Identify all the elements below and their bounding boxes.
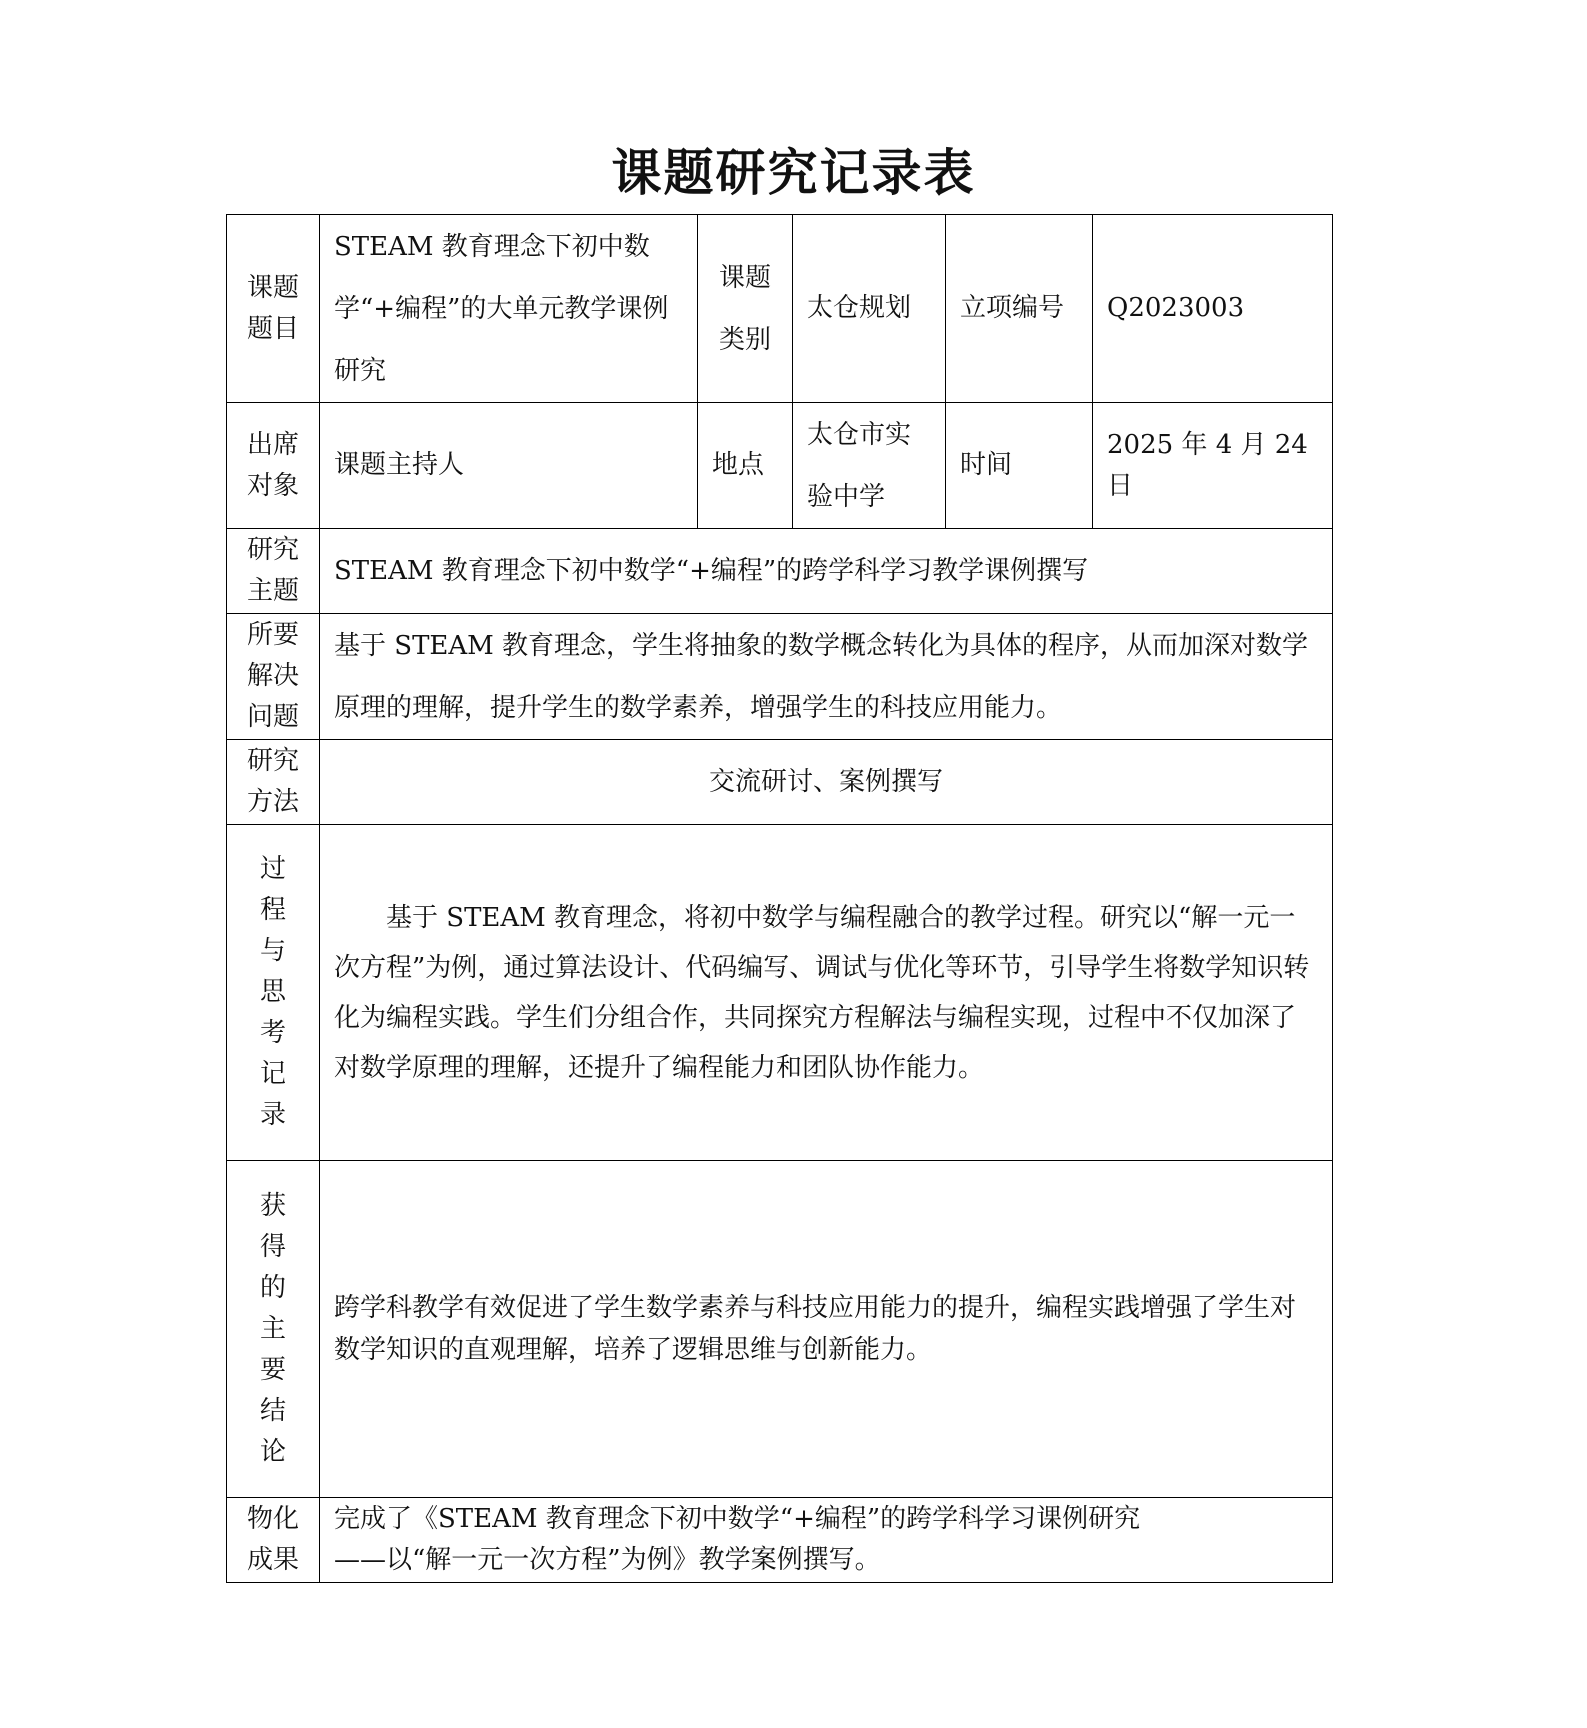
table-row-attendance: [227, 403, 1333, 529]
category-value: 太仓规划: [807, 293, 912, 323]
process-label-cell: [227, 825, 320, 1161]
topic-label-cell: [227, 215, 320, 403]
topic-value-cell: [320, 215, 698, 403]
outcome-value-line2: ——以“解一元一次方程”为例》教学案例撰写。: [334, 1545, 881, 1575]
location-value-cell: [793, 403, 946, 529]
table-row-method: [227, 740, 1333, 825]
conclusion-label-cell: [227, 1161, 320, 1498]
conclusion-value: 跨学科教学有效促进了学生数学素养与科技应用能力的提升，编程实践增强了学生对数学知识的直观理解，培养了逻辑思维与创新能力。: [334, 1293, 1297, 1365]
table-row-outcome: [227, 1498, 1333, 1583]
conclusion-label: 获得的主要结论: [259, 1190, 286, 1467]
problem-label-cell: [227, 614, 320, 740]
location-label: 地点: [712, 450, 765, 480]
table-row-research-theme: [227, 529, 1333, 614]
table-row-problem: [227, 614, 1333, 740]
process-value: 基于 STEAM 教育理念，将初中数学与编程融合的教学过程。研究以“解一元一次方程”为例，通过算法设计、代码编写、调试与优化等环节，引导学生将数学知识转化为编程实践。学生们分组合作，共同探究方程解法与编程实现，过程中不仅加深了对数学原理的理解，还提升了编程能力和团队协作能力。: [334, 902, 1310, 1083]
topic-label: 课题题目: [246, 272, 299, 344]
attendee-value-cell: [320, 403, 698, 529]
method-label: 研究方法: [246, 746, 299, 817]
topic-value: STEAM 教育理念下初中数学“+编程”的大单元教学课例研究: [334, 231, 669, 386]
method-value: 交流研讨、案例撰写: [708, 766, 943, 797]
outcome-label-cell: [227, 1498, 320, 1583]
process-label: 过程与思考记录: [259, 854, 286, 1130]
time-label: 时间: [960, 450, 1013, 480]
process-value-cell: [320, 825, 1333, 1161]
outcome-value-cell: [320, 1498, 1333, 1583]
method-value-cell: [320, 740, 1333, 825]
project-no-label: 立项编号: [960, 293, 1065, 323]
method-label-cell: [227, 740, 320, 825]
time-value-cell: [1093, 403, 1333, 529]
attendee-label: 出席对象: [246, 429, 299, 501]
attendee-value: 课题主持人: [334, 450, 465, 480]
conclusion-value-cell: [320, 1161, 1333, 1498]
theme-value: STEAM 教育理念下初中数学“+编程”的跨学科学习教学课例撰写: [334, 555, 1089, 586]
location-label-cell: [698, 403, 793, 529]
theme-label-cell: [227, 529, 320, 614]
document-title: 课题研究记录表: [611, 143, 976, 202]
table-row-topic: [227, 215, 1333, 403]
outcome-label: 物化成果: [246, 1504, 299, 1575]
attendee-label-cell: [227, 403, 320, 529]
project-no-label-cell: [946, 215, 1093, 403]
problem-label: 所要解决问题: [246, 620, 299, 732]
project-no-value-cell: [1093, 215, 1333, 403]
theme-label: 研究主题: [246, 535, 299, 606]
table-row-process: [227, 825, 1333, 1161]
outcome-value-line1: 完成了《STEAM 教育理念下初中数学“+编程”的跨学科学习课例研究: [334, 1504, 1141, 1534]
time-value: 2025 年 4 月 24 日: [1107, 429, 1308, 501]
category-label-cell: [698, 215, 793, 403]
category-value-cell: [793, 215, 946, 403]
project-no-value: Q2023003: [1107, 293, 1245, 323]
problem-value-cell: [320, 614, 1333, 740]
theme-value-cell: [320, 529, 1333, 614]
category-label: 课题类别: [718, 262, 771, 355]
time-label-cell: [946, 403, 1093, 529]
table-row-conclusion: [227, 1161, 1333, 1498]
record-table: [226, 214, 1333, 1583]
location-value: 太仓市实验中学: [807, 419, 912, 512]
problem-value: 基于 STEAM 教育理念，学生将抽象的数学概念转化为具体的程序，从而加深对数学原理的理解，提升学生的数学素养，增强学生的科技应用能力。: [334, 630, 1309, 723]
